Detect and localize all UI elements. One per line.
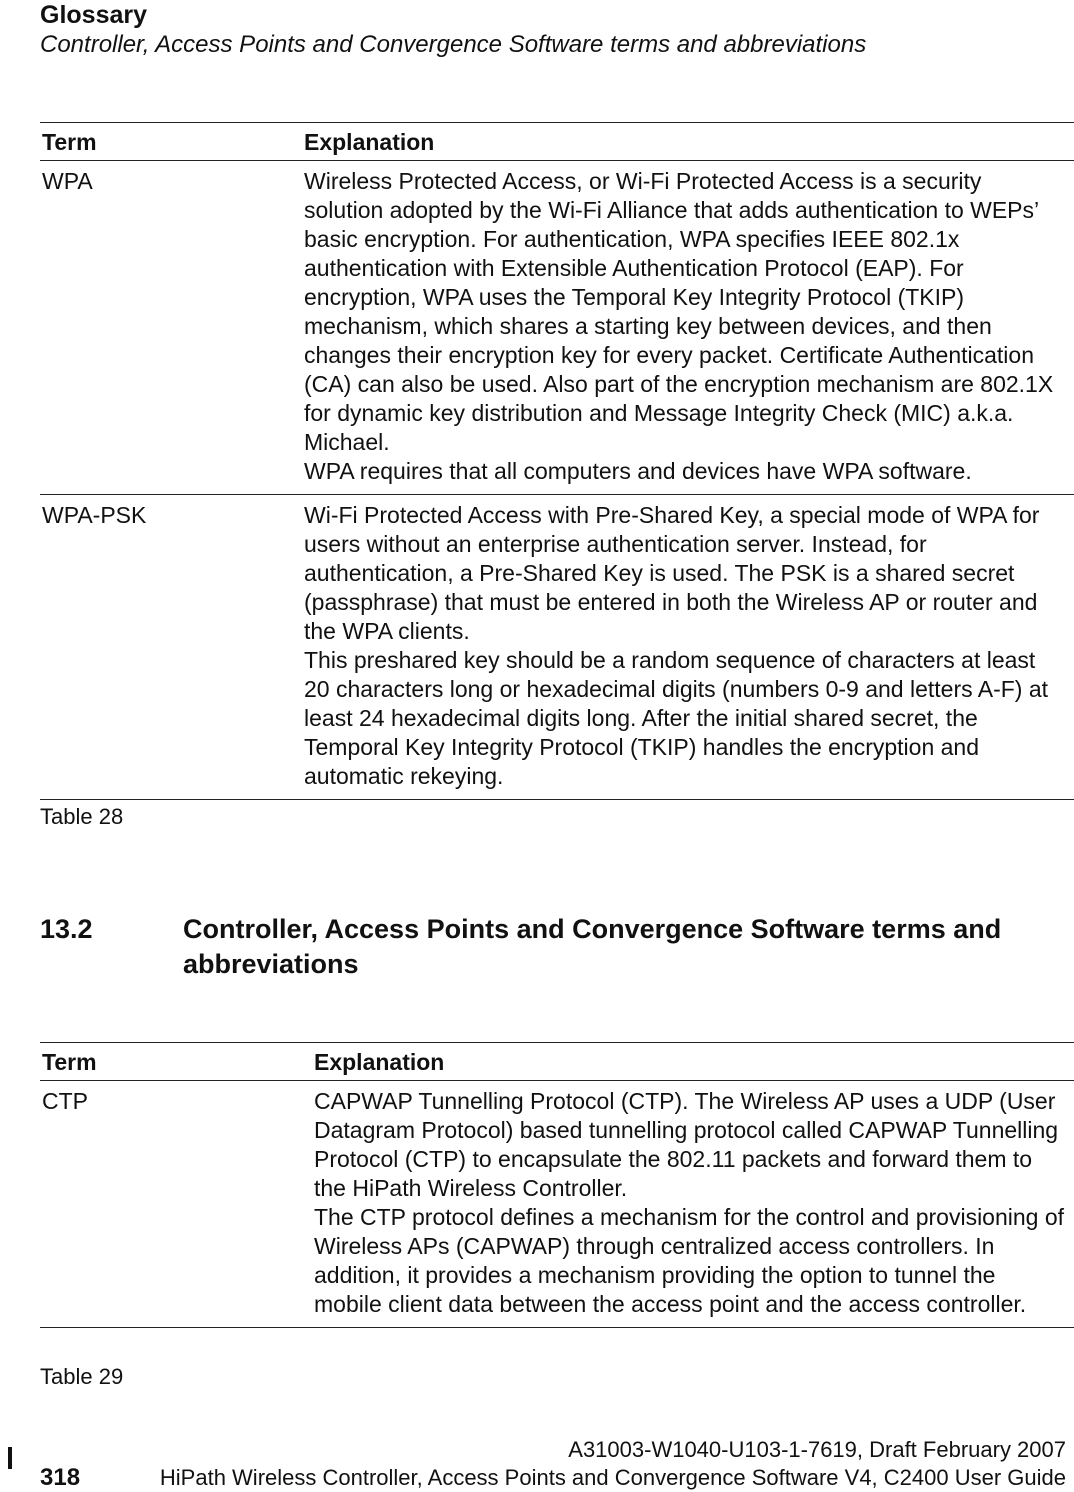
explanation-paragraph: CAPWAP Tunnelling Protocol (CTP). The Wireless AP uses a UDP (User Datagram Protocol) based tunnelling protocol called CAPWAP Tunnelling Protocol (CTP) to encapsulate the 802.11 packets and forward them to the HiPath Wireless Controller. [314, 1088, 1059, 1201]
explanation-paragraph: The CTP protocol defines a mechanism for the control and provisioning of Wireless APs (CAPWAP) through centralized access controllers. In addition, it provides a mechanism providing the option to tunnel the mobile client data between the access point and the access controller. [314, 1204, 1065, 1317]
term-cell: WPA [42, 168, 93, 194]
table-caption: Table 29 [40, 1364, 124, 1389]
explanation-paragraph: Wireless Protected Access, or Wi-Fi Protected Access is a security solution adopted by the Wi-Fi Alliance that adds authentication to WEPs’ basic encryption. For authentication, WPA specifies IEEE 802.1x authentication with Extensible Authentication Protocol (EAP). For encryption, WPA uses the Temporal Key Integrity Protocol (TKIP) mechanism, which shares a starting key between devices, and then changes their encryption key for every packet. Certificate Authentication (CA) can also be used. Also part of the encryption mechanism are 802.1X for dynamic key distribution and Message Integrity Check (MIC) a.k.a. Michael. [304, 168, 1054, 455]
explanation-paragraph: Wi-Fi Protected Access with Pre-Shared Key, a special mode of WPA for users without an enterprise authentication server. Instead, for authentication, a Pre-Shared Key is used. The PSK is a shared secret (passphrase) that must be entered in both the Wireless AP or router and the WPA clients. [304, 502, 1040, 644]
term-cell: WPA-PSK [42, 502, 147, 528]
explanation-paragraph: WPA requires that all computers and devices have WPA software. [304, 458, 972, 484]
footer-doc-info [160, 1436, 1066, 1492]
header-subtitle: Controller, Access Points and Convergence Software terms and abbreviations [40, 31, 867, 58]
explanation-cell [314, 1087, 1074, 1319]
glossary-table-29 [40, 1042, 1074, 1328]
column-header-term: Term [42, 129, 97, 155]
table-row [40, 495, 1074, 800]
section-number: 13.2 [40, 914, 93, 944]
page-header [40, 0, 866, 60]
change-bar [8, 1447, 12, 1469]
header-title: Glossary [40, 1, 148, 29]
doc-title: HiPath Wireless Controller, Access Points and Convergence Software V4, C2400 User Guide [159, 1465, 1066, 1490]
table-caption: Table 28 [40, 804, 124, 829]
table-header [40, 123, 1074, 161]
column-header-term: Term [42, 1049, 97, 1075]
column-header-explanation: Explanation [314, 1049, 445, 1075]
term-cell: CTP [42, 1088, 88, 1114]
explanation-cell [304, 167, 1074, 486]
explanation-cell [304, 501, 1074, 791]
glossary-table-28 [40, 122, 1074, 800]
doc-id: A31003-W1040-U103-1-7619, Draft February 2007 [568, 1437, 1066, 1462]
explanation-paragraph: This preshared key should be a random sequence of characters at least 20 characters long or hexadecimal digits (numbers 0-9 and letters A-F) at least 24 hexadecimal digits long. After the initial shared secret, the Temporal Key Integrity Protocol (TKIP) handles the encryption and automatic rekeying. [304, 647, 1049, 789]
table-row [40, 161, 1074, 495]
table-row [40, 1081, 1074, 1328]
section-heading [40, 912, 1074, 982]
table-header [40, 1043, 1074, 1081]
page-number: 318 [40, 1464, 81, 1491]
section-title: Controller, Access Points and Convergence Software terms and abbreviations [183, 914, 1002, 979]
column-header-explanation: Explanation [304, 129, 435, 155]
